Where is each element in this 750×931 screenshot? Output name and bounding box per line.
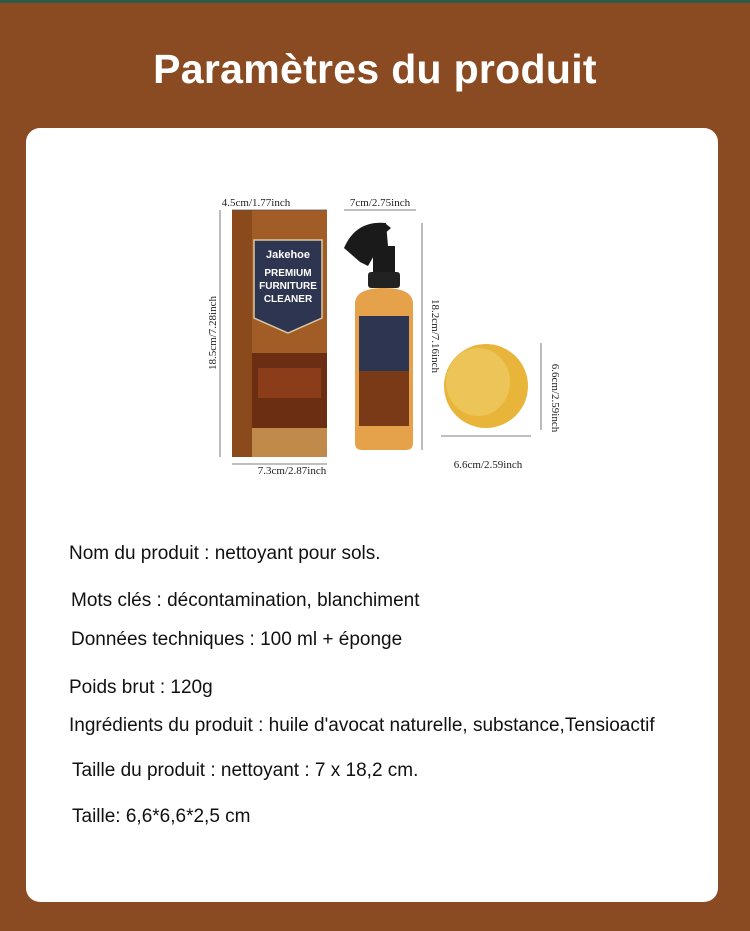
box-label-line1: PREMIUM [264,268,312,279]
bottle-width-label: 7cm/2.75inch [349,197,411,209]
sponge-image [444,344,528,428]
spec-keywords: Mots clés : décontamination, blanchiment [71,590,420,611]
box-brand: Jakehoe [265,249,311,261]
spec-product-name: Nom du produit : nettoyant pour sols. [69,543,381,564]
spec-sponge-size: Taille: 6,6*6,6*2,5 cm [72,806,251,827]
content-card [26,128,718,902]
product-box-image [232,210,327,457]
box-width-label: 4.5cm/1.77inch [221,197,291,209]
product-dimensions-figure [26,128,718,488]
top-accent-line [0,0,750,3]
bottle-height-label: 18.2cm/7.16inch [429,299,441,373]
sponge-width-label: 6.6cm/2.59inch [453,459,523,471]
page-title: Paramètres du produit [153,46,597,92]
spec-technical-data: Données techniques : 100 ml + éponge [71,629,403,650]
spec-product-size: Taille du produit : nettoyant : 7 x 18,2 cm. [72,760,419,781]
spec-gross-weight: Poids brut : 120g [69,677,213,698]
spec-ingredients: Ingrédients du produit : huile d'avocat naturelle, substance,Tensioactif [69,715,655,736]
box-label-line3: CLEANER [263,294,313,305]
spray-bottle-image [344,223,413,450]
box-height-label: 18.5cm/7.28inch [207,296,219,370]
box-depth-label: 7.3cm/2.87inch [257,465,327,477]
box-label-line2: FURNITURE [259,281,317,292]
sponge-height-label: 6.6cm/2.59inch [549,363,561,433]
